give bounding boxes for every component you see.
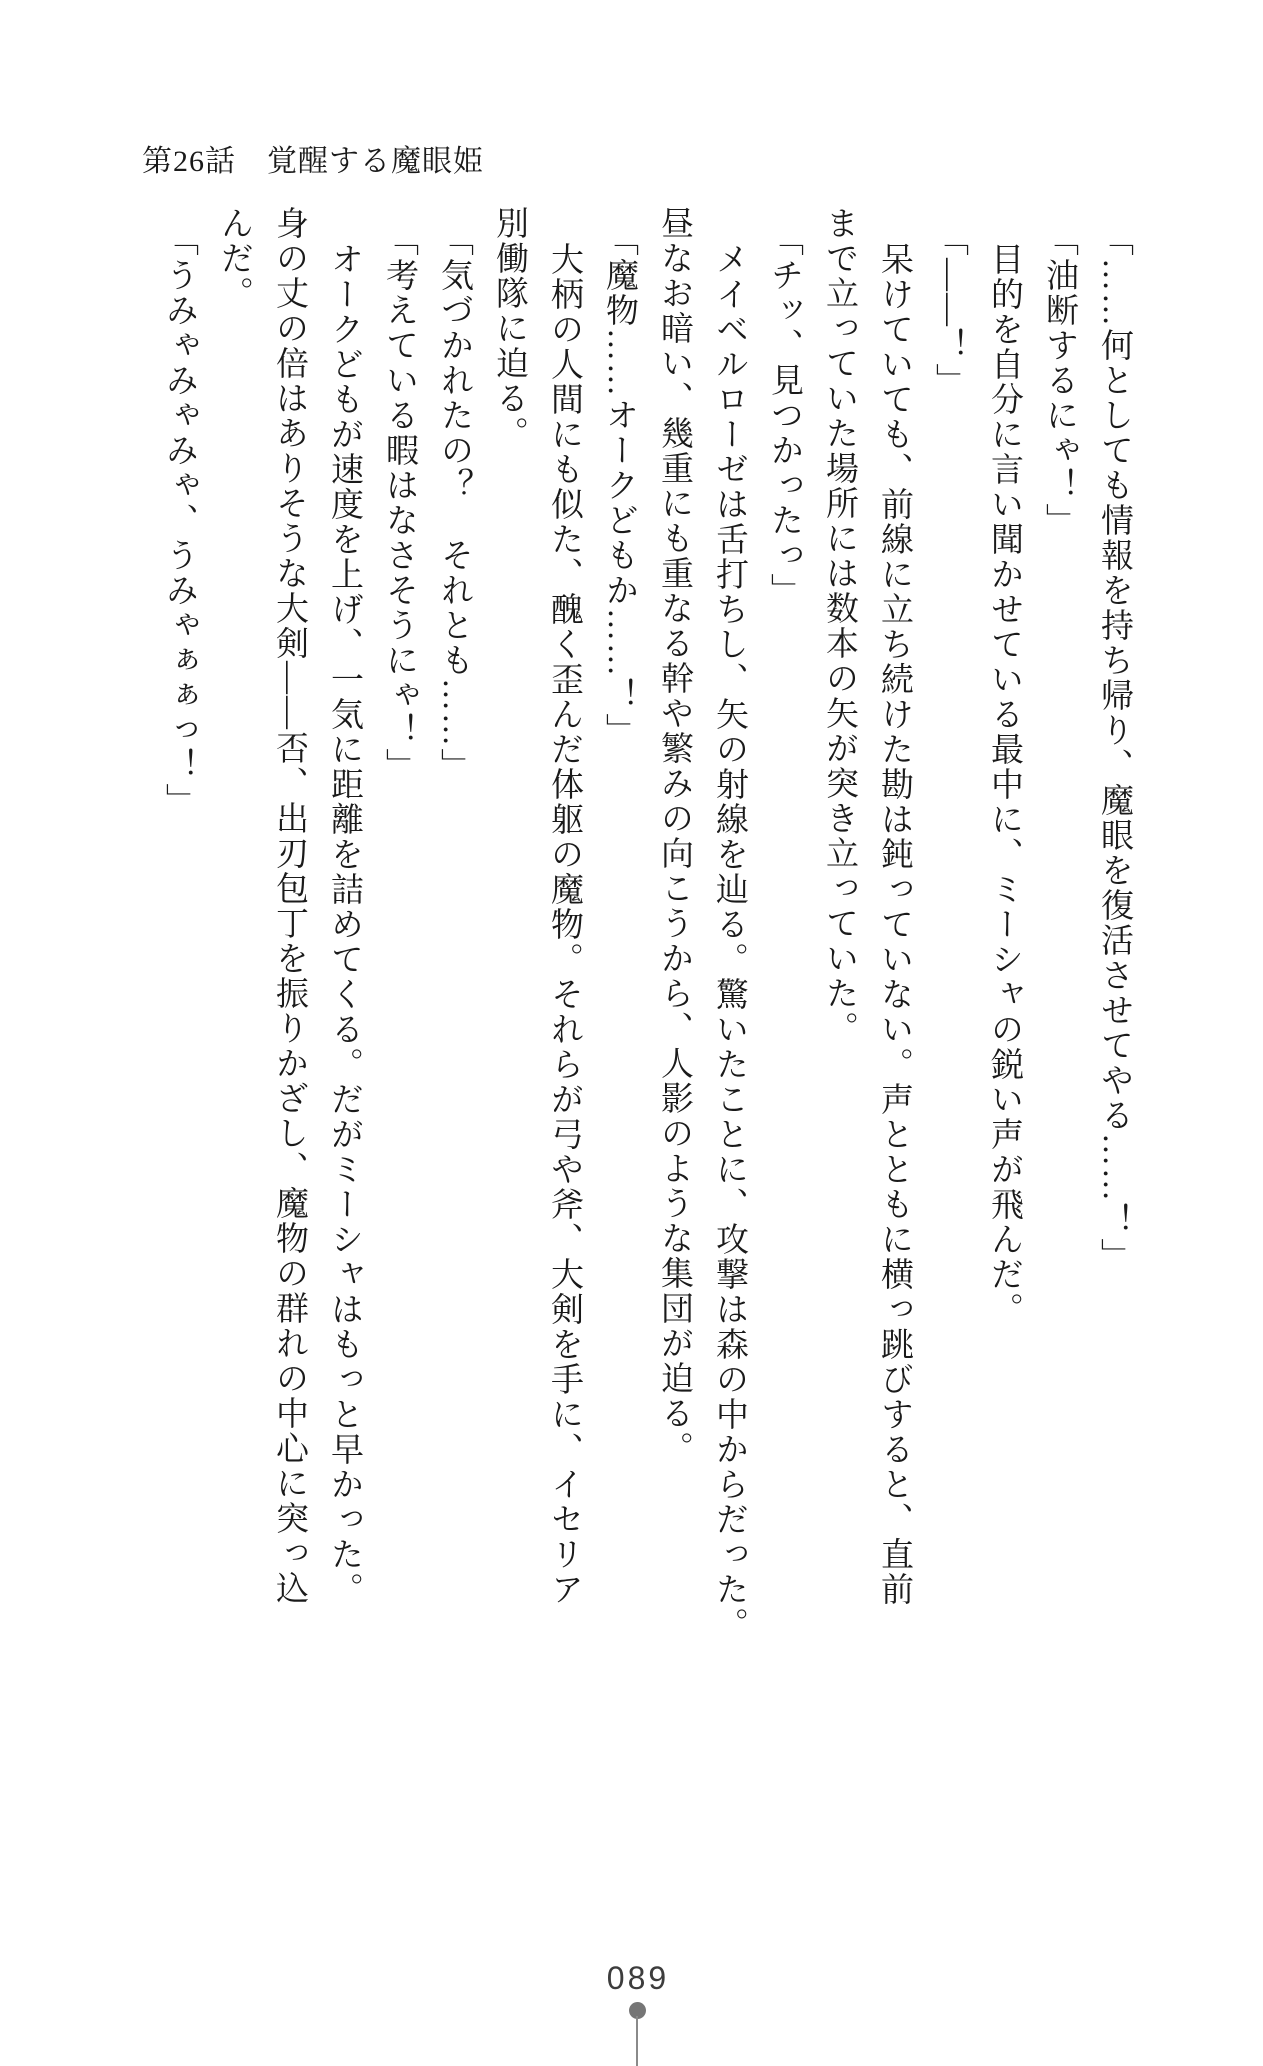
text-line: 「――！」 bbox=[931, 223, 967, 398]
text-line: 「チッ、見つかったっ」 bbox=[766, 223, 802, 608]
footer-rule bbox=[636, 2016, 638, 2066]
text-line: 身の丈の倍はありそうな大剣――否、出刃包丁を振りかざし、魔物の群れの中心に突っ込 bbox=[271, 206, 307, 1606]
text-line: 「考えている暇はなさそうにゃ！」 bbox=[381, 223, 417, 783]
body-text bbox=[151, 206, 1141, 1676]
text-line: 「魔物……オークどもか……！」 bbox=[601, 223, 637, 748]
page-number: 089 bbox=[606, 1960, 670, 1996]
text-line: 目的を自分に言い聞かせている最中に、ミーシャの鋭い声が飛んだ。 bbox=[986, 242, 1022, 1327]
text-line: メイベルローゼは舌打ちし、矢の射線を辿る。驚いたことに、攻撃は森の中からだった。 bbox=[711, 242, 747, 1642]
text-line: 別働隊に迫る。 bbox=[491, 206, 527, 451]
text-line: 「うみゃみゃみゃ、うみゃぁぁっ！」 bbox=[161, 223, 197, 818]
chapter-header: 第26話 覚醒する魔眼姫 bbox=[142, 145, 484, 178]
text-line: んだ。 bbox=[216, 206, 252, 311]
text-line: オークどもが速度を上げ、一気に距離を詰めてくる。だがミーシャはもっと早かった。 bbox=[326, 242, 362, 1607]
text-line: 呆けていても、前線に立ち続けた勘は鈍っていない。声とともに横っ跳びすると、直前 bbox=[876, 242, 912, 1607]
text-line: 昼なお暗い、幾重にも重なる幹や繁みの向こうから、人影のような集団が迫る。 bbox=[656, 206, 692, 1466]
text-line: 大柄の人間にも似た、醜く歪んだ体躯の魔物。それらが弓や斧、大剣を手に、イセリア bbox=[546, 242, 582, 1607]
text-line: 「……何としても情報を持ち帰り、魔眼を復活させてやる……！」 bbox=[1096, 223, 1132, 1273]
text-line: まで立っていた場所には数本の矢が突き立っていた。 bbox=[821, 206, 857, 1046]
text-line: 「油断するにゃ！」 bbox=[1041, 223, 1077, 538]
text-line: 「気づかれたの？ それとも……」 bbox=[436, 223, 472, 783]
